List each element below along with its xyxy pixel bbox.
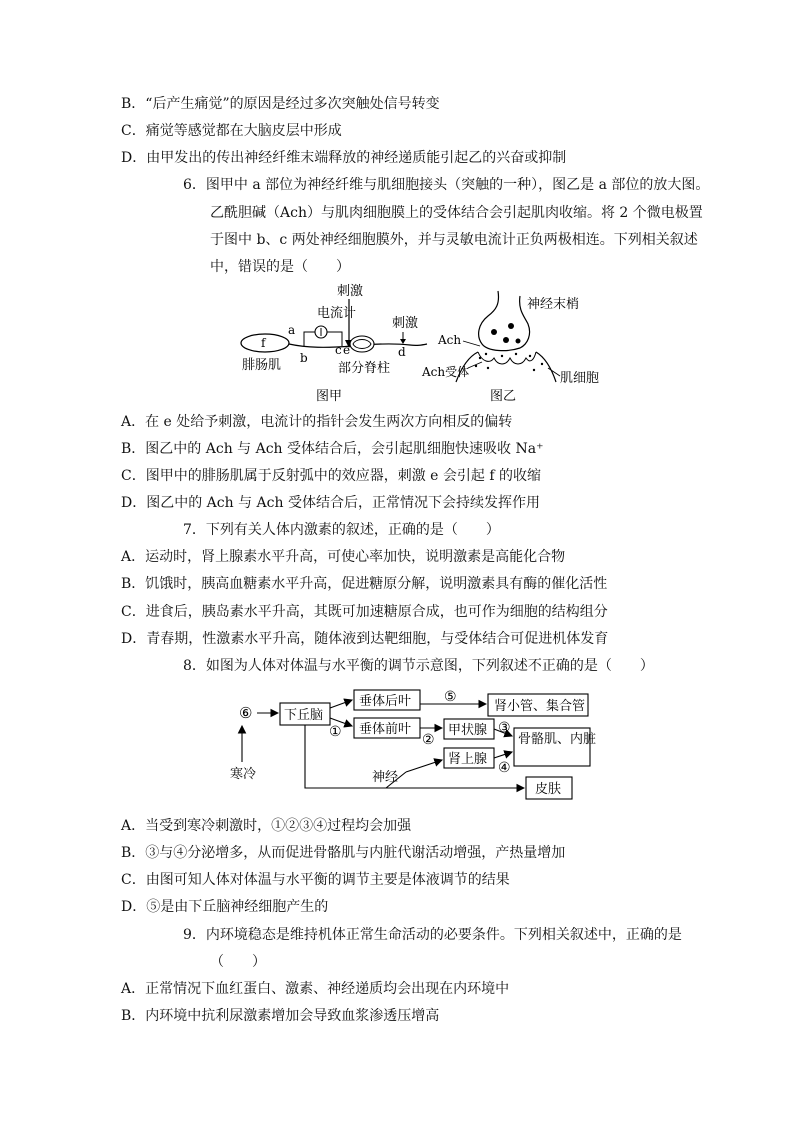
q7-option-a: A．运动时，肾上腺素水平升高，可使心率加快，说明激素是高能化合物	[121, 549, 566, 565]
q8-option-b: B．③与④分泌增多，从而促进骨骼肌与内脏代谢活动增强，产热量增加	[121, 845, 566, 861]
fig-jia-spinal-section	[350, 336, 374, 352]
fig-yi-ach-label: Ach	[438, 333, 462, 347]
q8-option-d: D．⑤是由下丘脑神经细胞产生的	[121, 899, 329, 915]
fig-yi-muscle-pointer	[548, 368, 560, 376]
diag-kidney-label: 肾小管、集合管	[494, 699, 586, 714]
fig-jia-label-c: c	[335, 343, 342, 357]
diag-label-2: ②	[422, 732, 435, 748]
q7-stem: 7．下列有关人体内激素的叙述，正确的是（ ）	[183, 522, 500, 538]
diag-thyroid-label: 甲状腺	[448, 723, 488, 738]
figure-jia	[232, 282, 432, 408]
q8-option-c: C．由图可知人体对体温与水平衡的调节主要是体液调节的结果	[121, 872, 510, 888]
diag-cold-label: 寒冷	[230, 767, 257, 782]
fig-yi-vesicle	[508, 323, 514, 329]
q8-stem: 8．如图为人体对体温与水平衡的调节示意图，下列叙述不正确的是（ ）	[183, 658, 654, 674]
diag-adrenal-label: 肾上腺	[448, 752, 488, 767]
q7-option-d: D．青春期，性激素水平升高，随体液到达靶细胞，与受体结合可促进机体发育	[121, 631, 609, 647]
fig-yi-muscle-cell-label: 肌细胞	[560, 371, 600, 386]
fig-jia-right-arrowhead	[400, 339, 406, 344]
q6-stem-4: 中，错误的是（ ）	[210, 259, 350, 275]
q6-option-a: A．在 e 处给予刺激，电流计的指针会发生两次方向相反的偏转	[121, 414, 513, 430]
fig-yi-vesicle	[516, 339, 521, 344]
diag-arrow-to-posterior	[330, 700, 352, 708]
fig-yi-ach-dot	[515, 353, 517, 355]
fig-yi-caption: 图乙	[490, 389, 517, 404]
q7-option-b: B．饥饿时，胰高血糖素水平升高，促进糖原分解，说明激素具有酶的催化活性	[121, 576, 608, 592]
q6-option-b: B．图乙中的 Ach 与 Ach 受体结合后，会引起肌细胞快速吸收 Na⁺	[121, 441, 544, 457]
q6-stem-3: 于图中 b、c 两处神经细胞膜外，并与灵敏电流计正负两极相连。下列相关叙述	[210, 232, 698, 248]
q9-stem: 9．内环境稳态是维持机体正常生命活动的必要条件。下列相关叙述中，正确的是	[183, 927, 682, 943]
diag-label-4: ④	[498, 760, 511, 776]
fig-yi-ach-pointer	[463, 341, 480, 346]
diag-label-1: ①	[329, 724, 342, 740]
q5-option-c: C．痛觉等感觉都在大脑皮层中形成	[121, 123, 342, 139]
figure-yi	[418, 286, 608, 410]
fig-jia-label-e: e	[343, 343, 351, 357]
fig-yi-ach-dot	[529, 355, 531, 357]
diag-label-3: ③	[498, 720, 511, 736]
fig-jia-meter-label: 电流计	[317, 306, 357, 321]
fig-yi-ach-dot	[533, 369, 535, 371]
q7-option-c: C．进食后，胰岛素水平升高，其既可加速糖原合成，也可作为细胞的结构组分	[121, 604, 608, 620]
fig-yi-ach-dot	[485, 353, 487, 355]
fig-jia-spinal-label: 部分脊柱	[338, 361, 391, 376]
q8-regulation-diagram	[226, 688, 606, 804]
fig-jia-label-f: f	[261, 336, 266, 350]
q9-option-a: A．正常情况下血红蛋白、激素、神经递质均会出现在内环境中	[121, 981, 510, 997]
diag-arrow-adrenal-to-muscle	[494, 752, 512, 758]
diag-posterior-label: 垂体后叶	[359, 694, 412, 709]
q5-option-d: D．由甲发出的传出神经纤维末端释放的神经递质能引起乙的兴奋或抑制	[121, 150, 567, 166]
fig-jia-label-a: a	[288, 323, 296, 337]
fig-yi-vesicle	[491, 329, 497, 335]
diag-muscle-organ-label: 骨骼肌、内脏	[518, 732, 597, 747]
q6-option-c: C．图甲中的腓肠肌属于反射弧中的效应器，刺激 e 会引起 f 的收缩	[121, 468, 541, 484]
fig-jia-stimulus-right: 刺激	[392, 316, 419, 331]
q6-stem-1: 6．图甲中 a 部位为神经纤维与肌细胞接头（突触的一种），图乙是 a 部位的放大图。	[183, 177, 710, 193]
q6-option-d: D．图乙中的 Ach 与 Ach 受体结合后，正常情况下会持续发挥作用	[121, 495, 540, 511]
diag-hypothalamus-label: 下丘脑	[284, 708, 324, 723]
fig-jia-muscle-label: 腓肠肌	[242, 358, 282, 373]
diag-nerve-label: 神经	[372, 770, 399, 785]
diag-anterior-label: 垂体前叶	[359, 722, 412, 737]
q8-option-a: A．当受到寒冷刺激时，①②③④过程均会加强	[121, 818, 412, 834]
diag-label-5: ⑤	[444, 689, 457, 705]
fig-jia-stimulus-top: 刺激	[337, 284, 364, 299]
fig-yi-ach-dot	[541, 363, 543, 365]
fig-jia-label-b: b	[300, 351, 308, 365]
q9-paren: （ ）	[210, 954, 266, 970]
diag-label-6: ⑥	[239, 704, 253, 722]
fig-jia-label-d: d	[398, 345, 406, 359]
fig-jia-meter-wire-left	[304, 332, 315, 346]
q6-stem-2: 乙酰胆碱（Ach）与肌肉细胞膜上的受体结合会引起肌肉收缩。将 2 个微电极置	[210, 205, 703, 221]
fig-yi-receptor-label: Ach受体	[422, 365, 470, 379]
fig-jia-caption: 图甲	[316, 389, 343, 404]
diag-skin-label: 皮肤	[535, 782, 562, 797]
fig-yi-ach-dot	[487, 367, 489, 369]
fig-yi-vesicle	[503, 337, 509, 343]
fig-yi-ach-dot	[479, 357, 481, 359]
fig-yi-nerve-end-label: 神经末梢	[527, 297, 580, 312]
q9-option-b: B．内环境中抗利尿激素增加会导致血浆渗透压增高	[121, 1008, 440, 1024]
q5-option-b: B．“后产生痛觉”的原因是经过多次突触处信号转变	[121, 96, 440, 112]
diag-nerve-to-adrenal	[406, 760, 442, 772]
fig-yi-receptor-pointer	[468, 362, 482, 368]
fig-yi-ach-dot	[501, 355, 503, 357]
